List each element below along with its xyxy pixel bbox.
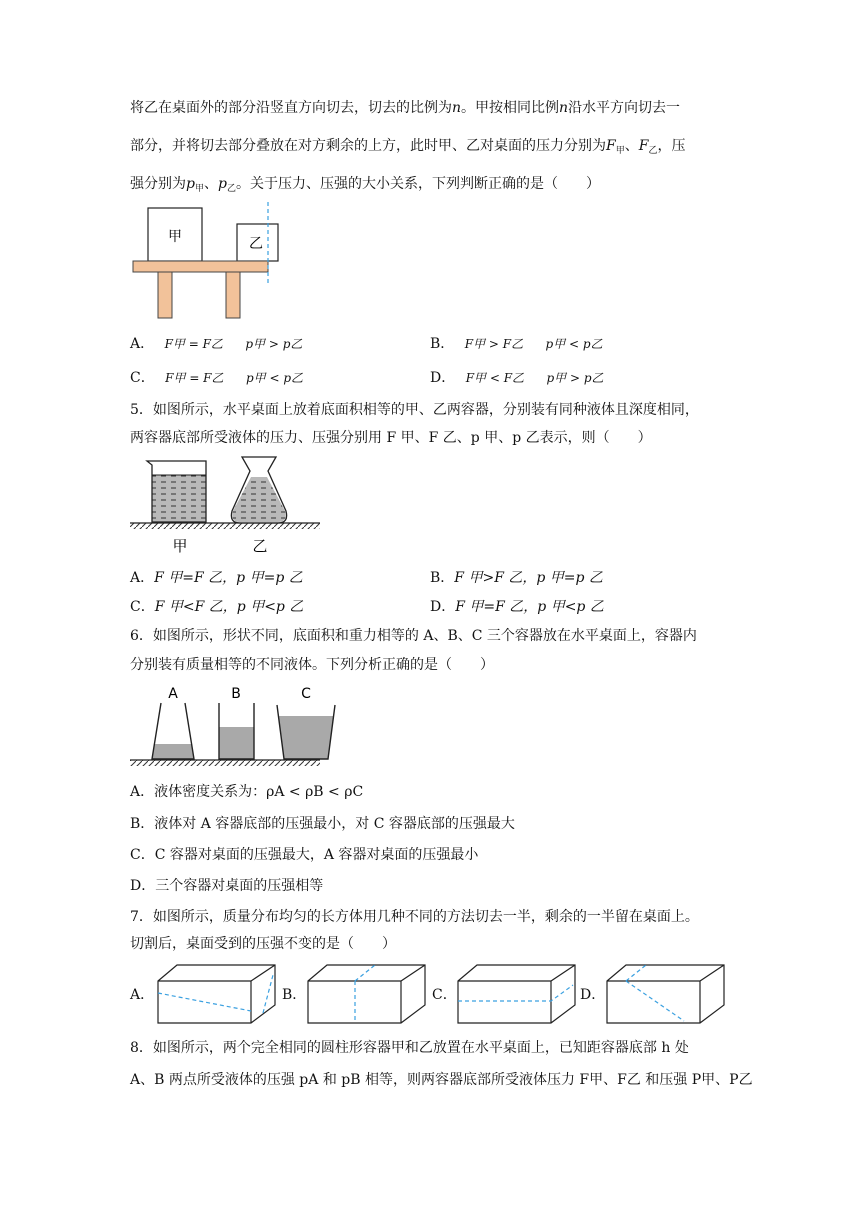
- ground-hatch: [130, 760, 320, 766]
- q7-option-c-box[interactable]: [455, 963, 580, 1025]
- q5-stem-line-2: 两容器底部所受液体的压力、压强分别用 F 甲、F 乙、p 甲、p 乙表示，则（ ）: [130, 430, 652, 446]
- option-letter: A．: [130, 570, 155, 586]
- option-force: F甲 > F乙: [464, 337, 524, 351]
- option-pressure: p甲 > p乙: [546, 371, 604, 385]
- q7-option-d-letter[interactable]: D．: [580, 987, 606, 1003]
- q4-option-c[interactable]: [130, 368, 303, 388]
- sub-yi: 乙: [648, 146, 658, 156]
- q5-containers-figure: [130, 455, 320, 560]
- q6-option-a[interactable]: A．液体密度关系为：ρA < ρB < ρC: [130, 784, 364, 800]
- q7-option-b-box[interactable]: [305, 963, 430, 1025]
- q7-option-c-letter[interactable]: C．: [432, 987, 457, 1003]
- table-leg-right: [226, 272, 240, 318]
- q4-stem-text: 将乙在桌面外的部分沿竖直方向切去，切去的比例为: [130, 100, 452, 116]
- container-c-liquid: [278, 716, 334, 759]
- q7-option-a-letter[interactable]: A．: [130, 987, 155, 1003]
- q4-stem-line-2: [130, 136, 685, 161]
- label-yi: 乙: [252, 537, 268, 555]
- option-letter: D．: [430, 370, 456, 386]
- var-n: n: [559, 100, 569, 116]
- q6-option-b[interactable]: B．液体对 A 容器底部的压强最小，对 C 容器底部的压强最大: [130, 816, 515, 832]
- q5-option-a[interactable]: [130, 568, 303, 588]
- var-F: F: [638, 138, 649, 154]
- option-force: F甲 = F乙: [165, 371, 224, 385]
- label-c: C: [301, 686, 311, 702]
- q4-stem-text: 。关于压力、压强的大小关系，下列判断正确的是（ ）: [235, 176, 600, 192]
- table-leg-left: [158, 272, 172, 318]
- q4-stem-text: 、: [203, 176, 218, 192]
- q7-option-b-letter[interactable]: B．: [282, 987, 307, 1003]
- q6-stem-line-2: 分别装有质量相等的不同液体。下列分析正确的是（ ）: [130, 657, 494, 673]
- option-force: F甲 = F乙: [164, 337, 223, 351]
- q4-stem-text: 。甲按相同比例: [461, 100, 560, 116]
- label-a: A: [168, 686, 178, 702]
- option-letter: D．: [430, 599, 456, 615]
- flask-yi-liquid: [232, 477, 285, 522]
- beaker-jia-liquid: [152, 475, 206, 522]
- label-jia: 甲: [172, 537, 188, 555]
- q5-option-b[interactable]: [430, 568, 603, 588]
- q6-option-c[interactable]: C．C 容器对桌面的压强最大，A 容器对桌面的压强最小: [130, 847, 479, 863]
- table-top: [133, 261, 268, 272]
- block-jia-label: 甲: [168, 229, 182, 245]
- q6-containers-figure: [130, 683, 320, 773]
- q6-option-d[interactable]: D．三个容器对桌面的压强相等: [130, 878, 324, 894]
- var-F: F: [606, 138, 616, 154]
- q6-stem-line-1: 6．如图所示，形状不同，底面积和重力相等的 A、B、C 三个容器放在水平桌面上，容器内: [130, 628, 697, 644]
- q5-stem-line-1: 5．如图所示，水平桌面上放着底面积相等的甲、乙两容器，分别装有同种液体且深度相同，: [130, 402, 699, 418]
- var-n: n: [452, 100, 462, 116]
- q8-stem-line-1: 8．如图所示，两个完全相同的圆柱形容器甲和乙放置在水平桌面上，已知距容器底部 h 处: [130, 1040, 689, 1056]
- block-yi-label: 乙: [249, 236, 263, 252]
- var-p: p: [186, 176, 195, 192]
- sub-jia: 甲: [194, 184, 204, 194]
- container-a-liquid: [152, 744, 194, 759]
- q4-stem-text: 、: [624, 138, 639, 154]
- q4-table-figure: [130, 200, 290, 325]
- option-pressure: p甲 < p乙: [245, 371, 304, 385]
- q7-option-a-box[interactable]: [155, 963, 280, 1025]
- q4-stem-line-3: [130, 174, 600, 199]
- q4-stem-text: 强分别为: [130, 176, 186, 192]
- container-b-liquid: [219, 727, 254, 759]
- q8-stem-line-2: A、B 两点所受液体的压强 pA 和 pB 相等，则两容器底部所受液体压力 F甲、F乙 和压强 P甲、P乙: [130, 1072, 753, 1088]
- q4-stem-text: 沿水平方向切去一: [568, 100, 681, 116]
- q4-stem-text: ，压: [657, 138, 686, 154]
- option-pressure: p甲 < p乙: [545, 337, 603, 351]
- option-pressure: p甲 > p乙: [245, 337, 303, 351]
- q5-option-c[interactable]: [130, 597, 303, 617]
- label-b: B: [231, 686, 241, 702]
- option-force: F甲 < F乙: [465, 371, 525, 385]
- ground-hatch: [130, 523, 320, 529]
- q5-option-d[interactable]: [430, 597, 604, 617]
- option-letter: B．: [430, 336, 455, 352]
- q4-option-a[interactable]: [130, 334, 302, 354]
- q4-option-b[interactable]: [430, 334, 603, 354]
- option-letter: B．: [430, 570, 455, 586]
- q7-option-d-box[interactable]: [604, 963, 729, 1025]
- option-text: F 甲=F 乙，p 甲=p 乙: [154, 570, 303, 586]
- option-text: F 甲>F 乙，p 甲=p 乙: [454, 570, 603, 586]
- q7-stem-line-2: 切割后，桌面受到的压强不变的是（ ）: [130, 936, 396, 952]
- q4-option-d[interactable]: [430, 368, 604, 388]
- option-text: F 甲<F 乙，p 甲<p 乙: [154, 599, 304, 615]
- option-letter: C．: [130, 370, 155, 386]
- option-letter: A．: [130, 336, 155, 352]
- sub-yi: 乙: [226, 184, 236, 194]
- q4-stem-text: 部分，并将切去部分叠放在对方剩余的上方，此时甲、乙对桌面的压力分别为: [130, 138, 606, 154]
- q7-stem-line-1: 7．如图所示，质量分布均匀的长方体用几种不同的方法切去一半，剩余的一半留在桌面上。: [130, 909, 699, 925]
- sub-jia: 甲: [615, 146, 625, 156]
- var-p: p: [217, 176, 227, 192]
- option-text: F 甲=F 乙，p 甲<p 乙: [455, 599, 604, 615]
- option-letter: C．: [130, 599, 155, 615]
- q4-stem-line-1: [130, 98, 680, 118]
